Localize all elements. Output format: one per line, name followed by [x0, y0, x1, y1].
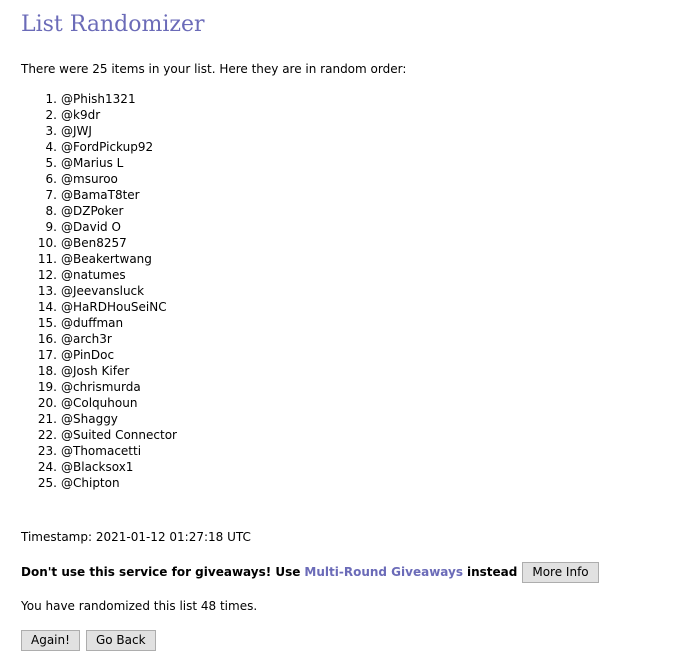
list-item: [21, 347, 177, 363]
list-item-value: @arch3r: [61, 332, 112, 346]
list-item-value: @k9dr: [61, 108, 101, 122]
list-item-number: 9.: [45, 220, 57, 234]
list-item-number: 16.: [37, 332, 57, 346]
list-item-value: @HaRDHouSeiNC: [61, 300, 167, 314]
list-item-value: @Jeevansluck: [61, 284, 145, 298]
list-item-value: @chrismurda: [61, 380, 141, 394]
go-back-button[interactable]: Go Back: [86, 630, 156, 651]
list-item-value: @FordPickup92: [61, 140, 154, 154]
list-item-number: 20.: [37, 396, 57, 410]
list-item: [21, 443, 177, 459]
list-item-value: @Suited Connector: [61, 428, 177, 442]
list-item-value: @JWJ: [61, 124, 92, 138]
randomized-list: [21, 91, 177, 491]
timestamp-text: Timestamp: 2021-01-12 01:27:18 UTC: [21, 530, 251, 544]
list-item: [21, 331, 177, 347]
list-item-number: 8.: [45, 204, 57, 218]
list-item-value: @PinDoc: [61, 348, 115, 362]
list-item-number: 25.: [37, 476, 57, 490]
list-item-number: 24.: [37, 460, 57, 474]
list-item-value: @Ben8257: [61, 236, 127, 250]
intro-text: There were 25 items in your list. Here they are in random order:: [21, 62, 407, 76]
list-item-number: 22.: [37, 428, 57, 442]
list-item-number: 21.: [37, 412, 57, 426]
more-info-button[interactable]: More Info: [522, 562, 598, 583]
list-item: [21, 203, 177, 219]
again-button[interactable]: Again!: [21, 630, 80, 651]
list-item-value: @BamaT8ter: [61, 188, 140, 202]
list-item: [21, 315, 177, 331]
list-item-value: @msuroo: [61, 172, 118, 186]
list-item-number: 10.: [37, 236, 57, 250]
list-item-number: 23.: [37, 444, 57, 458]
list-item-value: @Shaggy: [61, 412, 118, 426]
list-item: [21, 427, 177, 443]
list-item: [21, 235, 177, 251]
list-item-value: @natumes: [61, 268, 126, 282]
list-item: [21, 459, 177, 475]
list-item-value: @Chipton: [61, 476, 120, 490]
list-item: [21, 395, 177, 411]
list-item: [21, 283, 177, 299]
list-item-value: @Colquhoun: [61, 396, 138, 410]
list-item-number: 11.: [37, 252, 57, 266]
list-item: [21, 251, 177, 267]
list-item-number: 17.: [37, 348, 57, 362]
list-item-number: 4.: [45, 140, 57, 154]
list-item: [21, 139, 177, 155]
randomize-count-text: You have randomized this list 48 times.: [21, 599, 258, 613]
list-item-value: @Josh Kifer: [61, 364, 130, 378]
list-item: [21, 379, 177, 395]
list-item-number: 13.: [37, 284, 57, 298]
list-item: [21, 363, 177, 379]
list-item-number: 15.: [37, 316, 57, 330]
list-item: [21, 107, 177, 123]
list-item: [21, 219, 177, 235]
list-item-number: 1.: [45, 92, 57, 106]
list-item-number: 19.: [37, 380, 57, 394]
list-item: [21, 91, 177, 107]
list-item: [21, 475, 177, 491]
warning-suffix: instead: [466, 565, 518, 579]
list-item-value: @Blacksox1: [61, 460, 134, 474]
list-item-number: 12.: [37, 268, 57, 282]
list-item-value: @Marius L: [61, 156, 124, 170]
page-title: List Randomizer: [21, 12, 205, 37]
list-item-number: 5.: [45, 156, 57, 170]
giveaway-warning: [21, 562, 599, 582]
list-item-number: 14.: [37, 300, 57, 314]
list-item-number: 3.: [45, 124, 57, 138]
list-item-value: @DZPoker: [61, 204, 124, 218]
list-item: [21, 187, 177, 203]
multi-round-giveaways-link[interactable]: Multi-Round Giveaways: [304, 565, 463, 579]
list-item-number: 2.: [45, 108, 57, 122]
list-item: [21, 155, 177, 171]
list-item-value: @duffman: [61, 316, 124, 330]
list-item: [21, 299, 177, 315]
list-item-value: @Beakertwang: [61, 252, 152, 266]
list-item-number: 6.: [45, 172, 57, 186]
list-item-number: 7.: [45, 188, 57, 202]
list-item-value: @Phish1321: [61, 92, 136, 106]
action-buttons: [21, 630, 156, 651]
list-item: [21, 411, 177, 427]
list-item-value: @David O: [61, 220, 121, 234]
list-item: [21, 171, 177, 187]
list-item: [21, 123, 177, 139]
list-item: [21, 267, 177, 283]
list-item-value: @Thomacetti: [61, 444, 142, 458]
warning-prefix: Don't use this service for giveaways! Use: [21, 565, 301, 579]
list-item-number: 18.: [37, 364, 57, 378]
